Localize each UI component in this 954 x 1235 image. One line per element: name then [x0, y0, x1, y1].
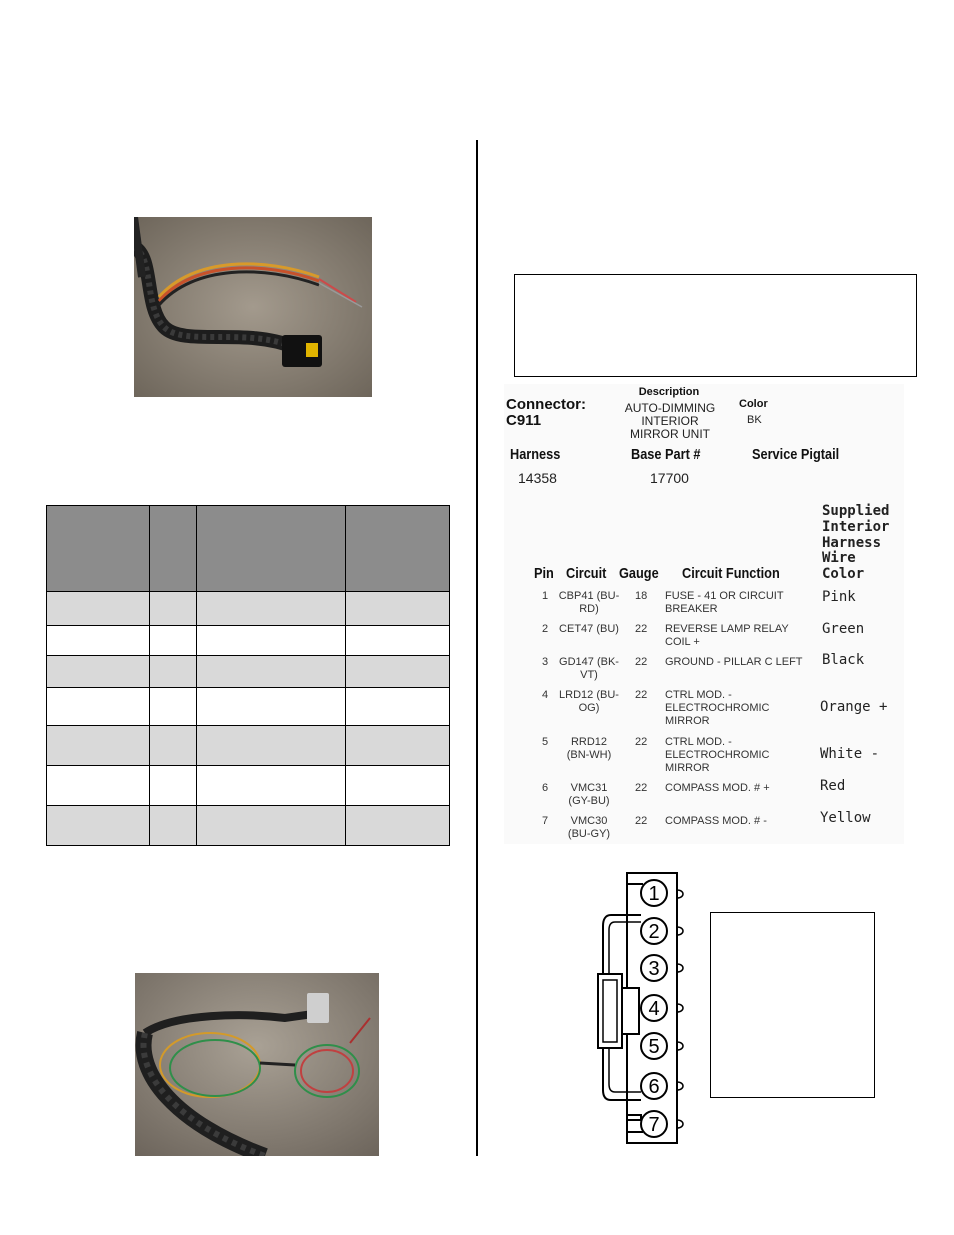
row4-gauge: 22 — [635, 689, 648, 701]
service-pigtail-label: Service Pigtail — [752, 446, 840, 463]
row3-function-a: GROUND - PILLAR C LEFT — [665, 656, 803, 668]
row6-function-a: COMPASS MOD. # + — [665, 782, 770, 794]
row1-wire-color: Pink — [822, 589, 856, 605]
pin-label-7: 7 — [648, 1114, 660, 1136]
harness-photo-top-image — [134, 217, 372, 397]
row6-wire-color: Red — [820, 778, 846, 794]
row1-circuit-b: RD) — [579, 603, 599, 615]
column-divider — [476, 140, 478, 1156]
row4-function-a: CTRL MOD. - — [665, 689, 732, 701]
color-value: BK — [747, 414, 762, 426]
harness-photo-bottom-image — [135, 973, 379, 1156]
harness-label: Harness — [510, 446, 561, 463]
connector-face-diagram — [595, 870, 695, 1150]
table-row — [47, 592, 450, 626]
description-line-1: AUTO-DIMMING — [624, 401, 716, 415]
row6-circuit-a: VMC31 — [570, 782, 608, 794]
row2-wire-color: Green — [822, 621, 865, 637]
row7-wire-color: Yellow — [820, 810, 871, 826]
description-line-2: INTERIOR — [641, 414, 699, 428]
row5-pin: 5 — [542, 736, 549, 748]
table-row — [47, 766, 450, 806]
row4-circuit-b: OG) — [578, 702, 600, 714]
pin-label-1: 1 — [648, 883, 660, 905]
row1-gauge: 18 — [635, 590, 648, 602]
row5-wire-color: White - — [820, 746, 880, 762]
row5-function-a: CTRL MOD. - — [665, 736, 732, 748]
harness-photo-bottom — [135, 973, 379, 1156]
row1-function-b: BREAKER — [665, 603, 718, 615]
row2-circuit-a: CET47 (BU) — [559, 623, 619, 635]
table-row — [47, 688, 450, 726]
blank-table-header — [47, 506, 450, 592]
description-line-3: MIRROR UNIT — [630, 427, 710, 441]
row3-circuit-a: GD147 (BK- — [559, 656, 619, 668]
row4-circuit-a: LRD12 (BU- — [559, 689, 619, 701]
supplied-header-4: Wire — [822, 550, 856, 566]
row7-circuit-a: VMC30 — [570, 815, 608, 827]
row2-pin: 2 — [542, 623, 549, 635]
row5-circuit-b: (BN-WH) — [566, 749, 612, 761]
gauge-header: Gauge — [619, 565, 659, 582]
pin-label-4: 4 — [648, 998, 660, 1020]
supplied-header-5: Color — [822, 566, 865, 582]
row5-circuit-a: RRD12 — [570, 736, 608, 748]
connector-id: C911 — [506, 412, 542, 429]
row3-pin: 3 — [542, 656, 549, 668]
row2-function-b: COIL + — [665, 636, 700, 648]
row6-pin: 6 — [542, 782, 549, 794]
supplied-header-2: Interior — [822, 519, 890, 535]
harness-photo-top — [134, 217, 372, 397]
function-header: Circuit Function — [682, 565, 780, 582]
row1-circuit-a: CBP41 (BU- — [558, 590, 620, 602]
diagram-note-box — [710, 912, 875, 1098]
row4-pin: 4 — [542, 689, 549, 701]
row7-pin: 7 — [542, 815, 549, 827]
row5-function-c: MIRROR — [665, 762, 710, 774]
base-part-value: 17700 — [650, 470, 689, 486]
row6-circuit-b: (GY-BU) — [568, 795, 610, 807]
row5-function-b: ELECTROCHROMIC — [665, 749, 770, 761]
table-row — [47, 726, 450, 766]
circuit-header: Circuit — [566, 565, 607, 582]
base-part-label: Base Part # — [631, 446, 701, 463]
row2-gauge: 22 — [635, 623, 648, 635]
pin-header: Pin — [534, 565, 554, 582]
row7-circuit-b: (BU-GY) — [567, 828, 611, 840]
row4-function-c: MIRROR — [665, 715, 710, 727]
pin-label-3: 3 — [648, 958, 660, 980]
row1-function-a: FUSE - 41 OR CIRCUIT — [665, 590, 784, 602]
table-row — [47, 656, 450, 688]
note-box — [514, 274, 917, 377]
table-row — [47, 626, 450, 656]
row4-wire-color: Orange + — [820, 699, 888, 715]
pin-label-5: 5 — [648, 1036, 660, 1058]
row3-gauge: 22 — [635, 656, 648, 668]
row4-function-b: ELECTROCHROMIC — [665, 702, 770, 714]
row3-circuit-b: VT) — [580, 669, 598, 681]
supplied-header-3: Harness — [822, 535, 882, 551]
pin-label-2: 2 — [648, 921, 660, 943]
row7-gauge: 22 — [635, 815, 648, 827]
blank-wire-table — [46, 505, 450, 846]
color-label: Color — [739, 398, 768, 410]
row3-wire-color: Black — [822, 652, 865, 668]
row2-function-a: REVERSE LAMP RELAY — [665, 623, 789, 635]
row1-pin: 1 — [542, 590, 549, 602]
connector-label: Connector: — [506, 396, 586, 413]
harness-value: 14358 — [518, 470, 557, 486]
row5-gauge: 22 — [635, 736, 648, 748]
row7-function-a: COMPASS MOD. # - — [665, 815, 767, 827]
row6-gauge: 22 — [635, 782, 648, 794]
table-row — [47, 806, 450, 846]
description-label: Description — [638, 386, 700, 398]
connector-spec-sheet — [504, 384, 904, 844]
supplied-header-1: Supplied — [822, 503, 890, 519]
pin-label-6: 6 — [648, 1076, 660, 1098]
